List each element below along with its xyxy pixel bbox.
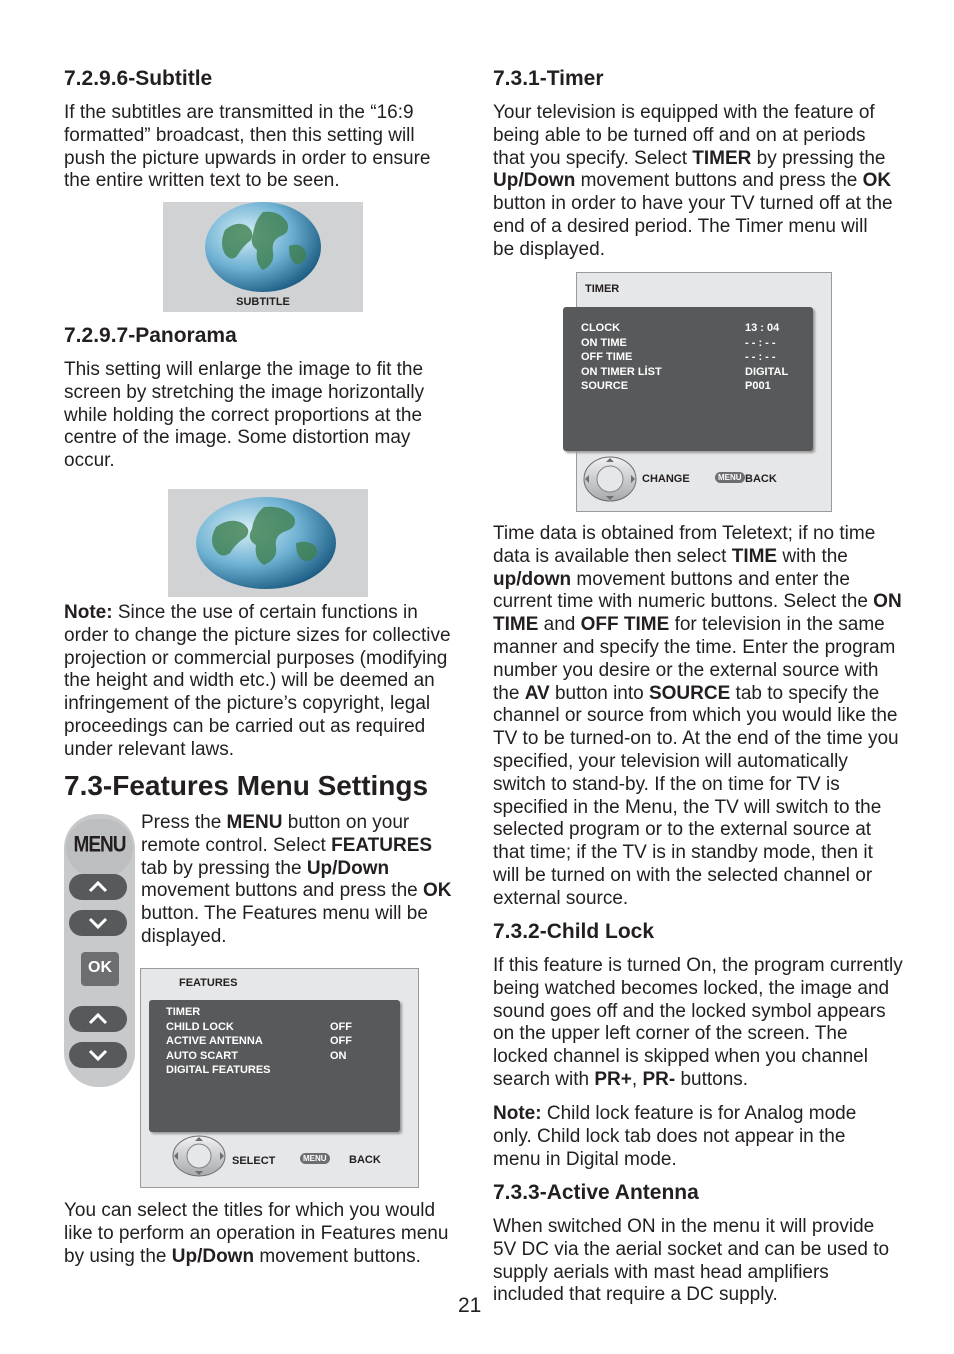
timer-hint-back: BACK <box>745 473 777 485</box>
features-menu-title: FEATURES <box>179 977 238 989</box>
child-lock-text-2: , <box>631 1068 643 1090</box>
remote-down-key <box>69 910 127 936</box>
timer-detail-bold-ontime: ON TIME <box>493 591 902 636</box>
menu-item-label[interactable]: CHILD LOCK <box>166 1020 234 1033</box>
menu-item-label[interactable]: SOURCE <box>581 380 629 393</box>
features-heading: 7.3-Features Menu Settings <box>64 770 429 801</box>
menu-item-label[interactable]: OFF TIME <box>581 351 633 364</box>
remote-menu-label: MENU <box>73 833 126 858</box>
features-intro <box>141 812 461 949</box>
timer-hint-change: CHANGE <box>642 473 690 485</box>
globe-icon <box>168 489 368 597</box>
timer-detail-text-7: tab to specify the channel or source from which you would like the TV to be turned-on to. At the end of the time you specified, your television will automatically switch to stand-by. If the on time for TV is specified in the Menu, the TV will switch to the selected program or to the external source at that time; if the TV is in standby mode, then it will be turned on with the selected channel or external source. <box>493 682 899 909</box>
timer-detail-text-4: and <box>538 614 581 636</box>
panorama-heading: 7.2.9.7-Panorama <box>64 324 237 347</box>
timer-intro-text-4: button in order to have your TV turned off at the end of a desired period. The Timer menu will be displayed. <box>493 193 893 260</box>
features-intro-bold-menu: MENU <box>226 812 283 833</box>
menu-item-value: DIGITAL <box>745 365 789 378</box>
chevron-up-icon <box>69 1006 127 1032</box>
features-hint-menu-badge: MENU <box>300 1153 330 1164</box>
timer-detail-text-1: Time data is obtained from Teletext; if no time data is available then select <box>493 523 876 567</box>
chevron-up-icon <box>69 874 127 900</box>
timer-heading: 7.3.1-Timer <box>493 67 604 90</box>
menu-item-label[interactable]: CLOCK <box>581 322 621 334</box>
menu-item-label[interactable]: ON TIMER LİST <box>581 365 662 378</box>
timer-intro-bold-ok: OK <box>862 170 892 192</box>
child-lock-note-text: Child lock feature is for Analog mode only. Child lock tab does not appear in the menu in Digital mode. <box>493 1103 857 1170</box>
subtitle-image <box>163 202 363 312</box>
timer-detail-bold-updown: up/down <box>493 568 572 590</box>
active-antenna-body: When switched ON in the menu it will provide 5V DC via the aerial socket and can be used to supply aerials with mast head amplifiers included that require a DC supply. <box>493 1216 890 1306</box>
menu-item-label[interactable]: ACTIVE ANTENNA <box>166 1035 263 1048</box>
timer-intro-text-1: Your television is equipped with the feature of being able to be turned off and on at periods that you specify. Select <box>493 102 875 169</box>
timer-detail-bold-source: SOURCE <box>648 682 731 704</box>
panorama-body: This setting will enlarge the image to fit the screen by stretching the image horizontally while holding the correct proportions at the centre of the image. Some distortion may occur. <box>64 359 425 472</box>
timer-detail-text-2: with the <box>777 545 848 567</box>
timer-menu-screenshot <box>576 272 832 512</box>
timer-detail-text-6: button into <box>549 682 649 704</box>
note-paragraph <box>64 602 462 762</box>
menu-item-value: OFF <box>330 1020 352 1033</box>
subtitle-heading: 7.2.9.6-Subtitle <box>64 67 213 90</box>
timer-intro-bold-updown: Up/Down <box>493 170 576 192</box>
timer-detail-bold-av: AV <box>524 682 550 704</box>
features-hint-select: SELECT <box>232 1155 276 1167</box>
features-intro-text-4: movement buttons and press the <box>141 880 423 902</box>
features-intro-bold-features: FEATURES <box>331 834 433 856</box>
child-lock-body <box>493 955 903 1092</box>
menu-item-label[interactable]: ON TIME <box>581 336 627 349</box>
timer-hint-menu-badge: MENU <box>715 472 745 483</box>
subtitle-body: If the subtitles are transmitted in the “16:9 formatted” broadcast, then this setting will push the picture upwards in order to ensure the entire written text to be seen. <box>64 102 431 192</box>
features-intro-text-1: Press the <box>141 812 227 833</box>
features-intro-text-2: button on your remote control. Select <box>141 812 410 856</box>
features-after-text-1: You can select the titles for which you would like to perform an operation in Features menu by using the <box>64 1200 449 1267</box>
remote-up-key-2 <box>69 1006 127 1032</box>
remote-up-key <box>69 874 127 900</box>
remote-menu-key <box>66 819 133 877</box>
menu-item-value: - - : - - <box>745 351 776 364</box>
features-after-text-2: movement buttons. <box>254 1245 421 1267</box>
menu-item-value: 13 : 04 <box>745 322 780 334</box>
menu-item-label[interactable]: DIGITAL FEATURES <box>166 1064 271 1077</box>
timer-detail <box>493 523 903 911</box>
menu-item-value: - - : - - <box>745 336 776 349</box>
active-antenna-heading: 7.3.3-Active Antenna <box>493 1181 699 1204</box>
note-label: Note: <box>64 602 113 623</box>
child-lock-text-1: If this feature is turned On, the program currently being watched becomes locked, the image and sound goes off and the locked symbol appears on the upper left corner of the screen. The locked channel is skipped when you channel search with <box>493 955 903 1090</box>
timer-detail-text-3: movement buttons and enter the current time with numeric buttons. Select the <box>493 568 874 613</box>
menu-item-value: P001 <box>745 380 771 393</box>
features-intro-bold-ok: OK <box>423 880 452 902</box>
features-menu-screenshot <box>140 968 419 1188</box>
page-number: 21 <box>458 1294 482 1317</box>
timer-detail-bold-offtime: OFF TIME <box>580 614 670 636</box>
features-intro-text-3: tab by pressing the <box>141 857 307 879</box>
timer-menu-panel <box>563 307 813 451</box>
features-intro-text-5: button. The Features menu will be displayed. <box>141 903 428 947</box>
child-lock-bold-prminus: PR- <box>642 1068 676 1090</box>
chevron-down-icon <box>69 1042 127 1068</box>
child-lock-heading: 7.3.2-Child Lock <box>493 920 655 943</box>
features-after-bold: Up/Down <box>171 1245 255 1267</box>
features-after-paragraph <box>64 1200 462 1268</box>
menu-item-label[interactable]: AUTO SCART <box>166 1049 238 1062</box>
child-lock-bold-prplus: PR+ <box>594 1068 632 1090</box>
child-lock-note <box>493 1103 893 1171</box>
child-lock-note-label: Note: <box>493 1103 542 1124</box>
timer-detail-text-5: for television in the same manner and specify the time. Enter the program number you desire or the external source with the <box>493 614 896 704</box>
menu-item-label[interactable]: TIMER <box>166 1006 201 1018</box>
features-intro-bold-updown: Up/Down <box>306 857 390 879</box>
features-menu-panel <box>149 1000 400 1132</box>
timer-menu-title: TIMER <box>585 283 620 295</box>
note-text: Since the use of certain functions in order to change the picture sizes for collective projection or commercial purposes (modifying the height and width etc.) will be deemed an infringement of the picture’s copyright, legal proceedings can be carried out as required under relevant laws. <box>64 602 451 760</box>
timer-intro-text-2: by pressing the <box>751 147 886 169</box>
remote-control-illustration <box>64 814 135 1087</box>
remote-ok-label: OK <box>88 959 112 976</box>
menu-item-value: ON <box>330 1049 347 1062</box>
features-hint-back: BACK <box>349 1154 381 1166</box>
remote-down-key-2 <box>69 1042 127 1068</box>
child-lock-text-3: buttons. <box>675 1068 749 1090</box>
subtitle-label: SUBTITLE <box>236 296 290 308</box>
timer-detail-bold-time: TIME <box>731 545 778 567</box>
menu-item-value: OFF <box>330 1035 352 1048</box>
dpad-icon <box>583 456 637 502</box>
remote-ok-key <box>81 952 119 986</box>
dpad-icon <box>172 1135 226 1177</box>
timer-intro-text-3: movement buttons and press the <box>575 170 863 192</box>
timer-intro <box>493 102 893 262</box>
chevron-down-icon <box>69 910 127 936</box>
timer-intro-bold-timer: TIMER <box>692 147 752 169</box>
panorama-image <box>168 489 368 597</box>
